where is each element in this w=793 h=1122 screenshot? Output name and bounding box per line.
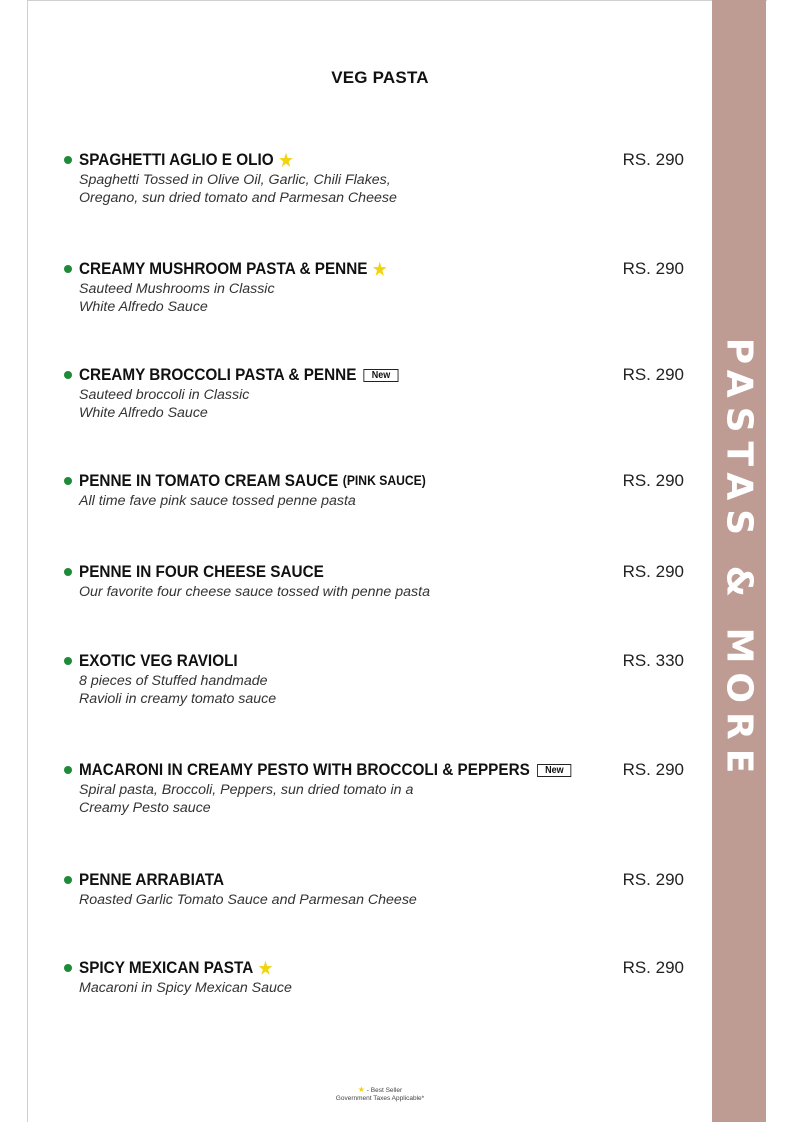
best-seller-label: - Best Seller	[366, 1087, 403, 1094]
item-price: RS. 290	[622, 870, 684, 889]
item-description	[79, 280, 692, 316]
item-name	[79, 957, 272, 979]
menu-item	[64, 258, 692, 316]
description-line: Spiral pasta, Broccoli, Peppers, sun dried tomato in a	[79, 782, 414, 798]
item-title: EXOTIC VEG RAVIOLI	[79, 651, 238, 670]
bullet-icon	[64, 371, 72, 379]
menu-item	[64, 561, 692, 601]
item-name	[79, 759, 572, 781]
description-line: Macaroni in Spicy Mexican Sauce	[79, 980, 292, 996]
description-line: Sauteed Mushrooms in Classic	[79, 281, 275, 297]
item-title: SPICY MEXICAN PASTA	[79, 958, 254, 977]
taxes-note: Government Taxes Applicable*	[335, 1095, 425, 1102]
side-title: PASTAS & MORE	[718, 337, 760, 783]
description-line: Roasted Garlic Tomato Sauce and Parmesan Cheese	[79, 892, 417, 908]
description-line: 8 pieces of Stuffed handmade	[79, 673, 268, 689]
item-title: PENNE ARRABIATA	[79, 870, 225, 889]
item-price: RS. 330	[622, 651, 684, 670]
item-name	[79, 258, 387, 280]
item-description	[79, 672, 692, 708]
bullet-icon	[64, 766, 72, 774]
item-title: CREAMY BROCCOLI PASTA & PENNE	[79, 365, 357, 384]
best-seller-star-icon: ★	[372, 259, 387, 279]
section-title: VEG PASTA	[331, 68, 429, 87]
bullet-icon	[64, 876, 72, 884]
item-description	[79, 979, 692, 997]
menu-item	[64, 364, 692, 422]
item-name	[79, 650, 238, 672]
description-line: White Alfredo Sauce	[79, 299, 208, 315]
bullet-icon	[64, 964, 72, 972]
best-seller-star-icon: ★	[279, 150, 293, 170]
description-line: White Alfredo Sauce	[79, 405, 208, 421]
item-title: PENNE IN FOUR CHEESE SAUCE	[79, 562, 324, 581]
item-price: RS. 290	[622, 958, 684, 977]
item-description	[79, 781, 692, 817]
footer	[0, 1086, 760, 1103]
item-price: RS. 290	[622, 365, 684, 384]
description-line: Spaghetti Tossed in Olive Oil, Garlic, Chili Flakes,	[79, 172, 391, 188]
item-title: PENNE IN TOMATO CREAM SAUCE	[79, 471, 339, 490]
item-price: RS. 290	[622, 150, 684, 169]
item-title: MACARONI IN CREAMY PESTO WITH BROCCOLI & PEPPERS	[79, 760, 530, 779]
item-name	[79, 470, 426, 492]
best-seller-star-icon: ★	[258, 958, 273, 978]
item-price: RS. 290	[622, 562, 684, 581]
star-icon: ★	[357, 1085, 365, 1094]
description-line: Ravioli in creamy tomato sauce	[79, 691, 277, 707]
new-badge: New	[364, 369, 399, 382]
item-description	[79, 891, 692, 909]
item-name	[79, 364, 398, 386]
description-line: Sauteed broccoli in Classic	[79, 387, 250, 403]
item-subtitle: (PINK SAUCE)	[342, 473, 426, 488]
item-description	[79, 583, 692, 601]
description-line: Creamy Pesto sauce	[79, 800, 211, 816]
item-title: CREAMY MUSHROOM PASTA & PENNE	[79, 259, 368, 278]
item-name	[79, 869, 224, 891]
bullet-icon	[64, 657, 72, 665]
item-description	[79, 492, 692, 510]
menu-item	[64, 957, 692, 997]
item-description	[79, 171, 692, 207]
menu-item	[64, 869, 692, 909]
item-price: RS. 290	[622, 259, 684, 278]
menu-item	[64, 759, 692, 817]
item-description	[79, 386, 692, 422]
item-price: RS. 290	[622, 760, 684, 779]
bullet-icon	[64, 156, 72, 164]
description-line: Oregano, sun dried tomato and Parmesan Cheese	[79, 190, 397, 206]
description-line: Our favorite four cheese sauce tossed with penne pasta	[79, 584, 430, 600]
bullet-icon	[64, 477, 72, 485]
best-seller-legend	[0, 1086, 760, 1095]
new-badge: New	[537, 764, 572, 777]
item-name	[79, 149, 293, 171]
item-name	[79, 561, 324, 583]
bullet-icon	[64, 568, 72, 576]
item-title: SPAGHETTI AGLIO E OLIO	[79, 150, 274, 169]
item-price: RS. 290	[622, 471, 684, 490]
menu-item	[64, 470, 692, 510]
description-line: All time fave pink sauce tossed penne pasta	[79, 493, 356, 509]
bullet-icon	[64, 265, 72, 273]
menu-item	[64, 149, 692, 207]
menu-item	[64, 650, 692, 708]
